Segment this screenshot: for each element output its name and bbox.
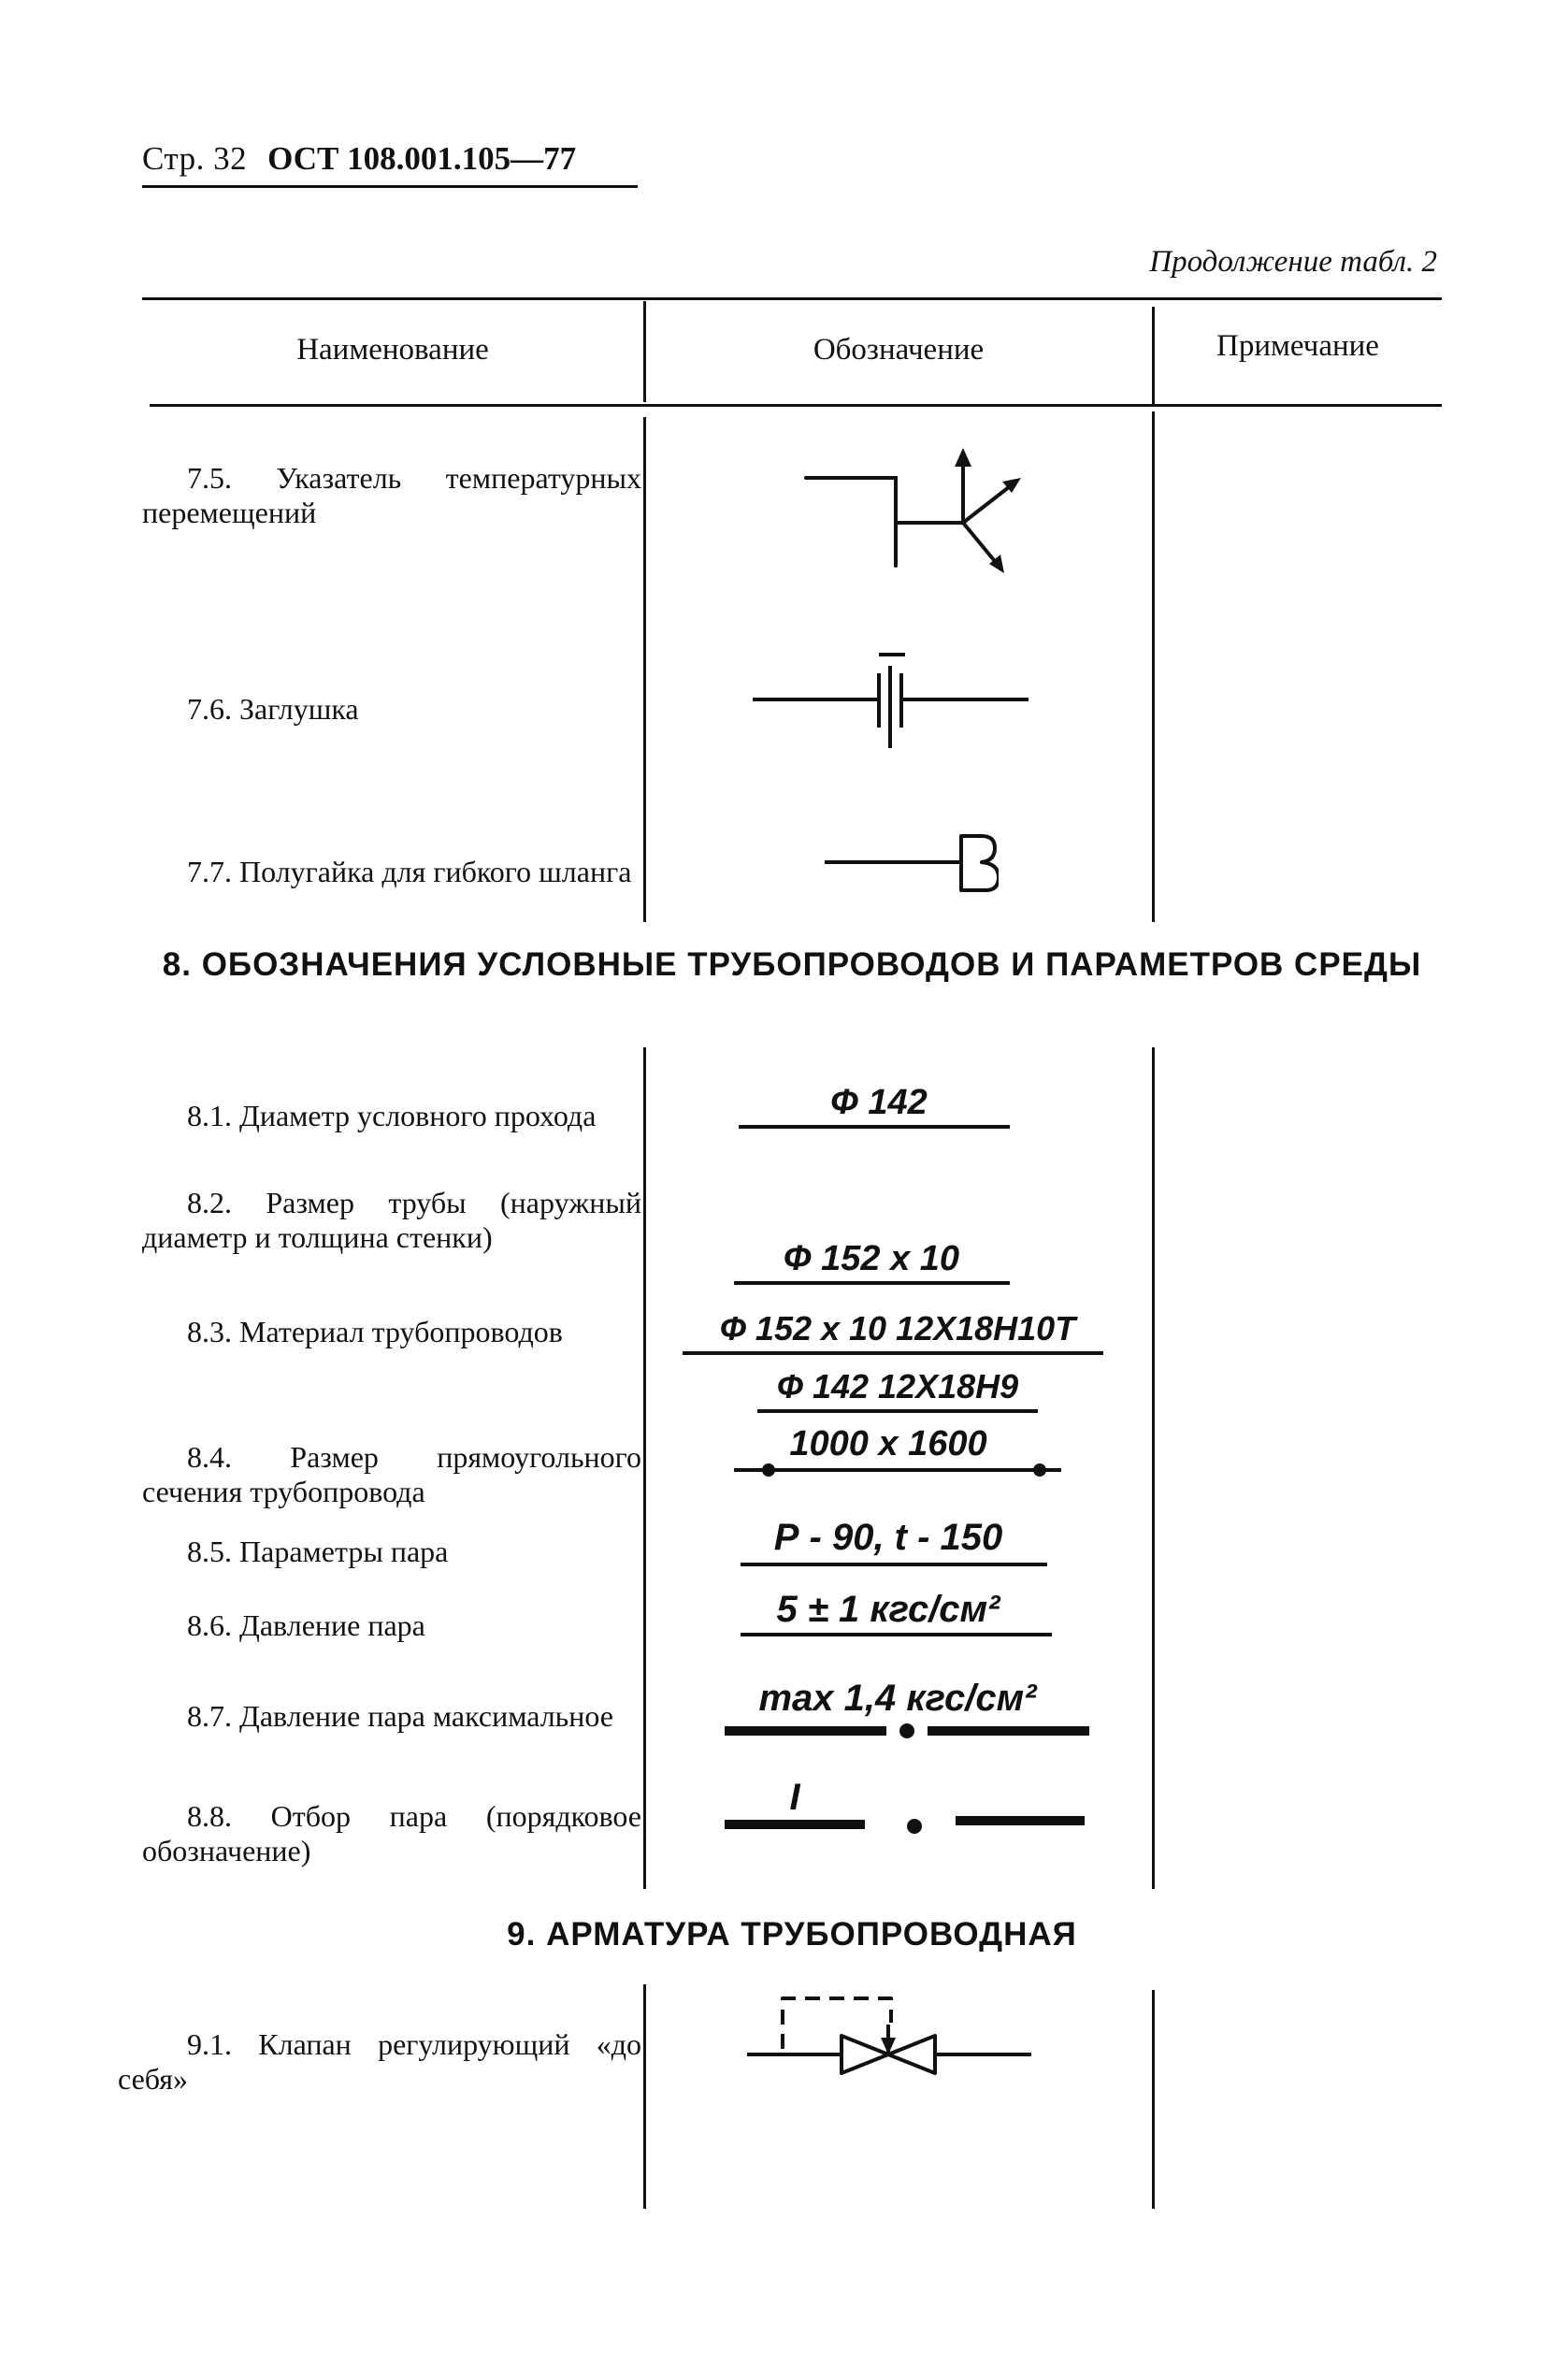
section-8-heading: 8. ОБОЗНАЧЕНИЯ УСЛОВНЫЕ ТРУБОПРОВОДОВ И ПАРАМЕТРОВ СРЕДЫ (162, 946, 1422, 983)
symbol-label-8-2: Ф 152 х 10 (783, 1239, 960, 1278)
row-9-1: 9.1. Клапан регулирующий «до себя» (118, 2027, 641, 2096)
temperature-displacement-indicator-icon (795, 444, 1038, 584)
column-header-note: Примечание (1216, 329, 1379, 363)
plug-icon (748, 645, 1038, 757)
row-7-6: 7.6. Заглушка (187, 692, 359, 726)
symbol-label-8-6: 5 ± 1 кгс/см² (776, 1589, 1000, 1630)
column-divider (1152, 1990, 1155, 2209)
row-8-1: 8.1. Диаметр условного прохода (187, 1099, 597, 1132)
column-header-name: Наименование (296, 333, 489, 367)
table-header-rule (150, 404, 1442, 407)
row-8-2: 8.2. Размер трубы (наружный диаметр и толщина стенки) (142, 1186, 641, 1254)
header-underline (142, 185, 638, 188)
half-nut-flexible-hose-icon (821, 823, 999, 898)
column-divider (1152, 411, 1155, 922)
pipe-material-designation (673, 1305, 1122, 1426)
steam-parameters-designation (729, 1510, 1066, 1576)
row-7-5: 7.5. Указатель температурных перемещений (142, 461, 641, 529)
column-header-designation: Обозначение (813, 333, 985, 367)
steam-pressure-designation (729, 1580, 1066, 1646)
column-divider (643, 417, 646, 922)
symbol-label-8-5: Р - 90, t - 150 (773, 1517, 1003, 1558)
table-top-rule (142, 297, 1442, 300)
control-valve-upstream-icon (743, 1987, 1043, 2090)
symbol-label-8-1: Ф 142 (830, 1083, 928, 1122)
rectangular-section-designation (720, 1421, 1075, 1487)
symbol-label-8-7: max 1,4 кгс/см² (758, 1678, 1037, 1719)
row-8-6: 8.6. Давление пара (187, 1608, 425, 1642)
row-8-5: 8.5. Параметры пара (187, 1535, 449, 1568)
row-7-7: 7.7. Полугайка для гибкого шланга (187, 855, 632, 888)
pipe-size-designation (720, 1234, 1029, 1290)
max-steam-pressure-designation (711, 1669, 1103, 1753)
row-8-7: 8.7. Давление пара максимальное (187, 1699, 613, 1733)
row-8-4: 8.4. Размер прямоугольного сечения трубопровода (142, 1440, 641, 1508)
section-9-heading: 9. АРМАТУРА ТРУБОПРОВОДНАЯ (507, 1916, 1077, 1953)
standard-number: ОСТ 108.001.105—77 (267, 140, 577, 177)
symbol-label-8-4: 1000 х 1600 (789, 1424, 987, 1463)
column-divider (643, 1984, 646, 2209)
continuation-label: Продолжение табл. 2 (1149, 245, 1437, 279)
column-divider (643, 1047, 646, 1889)
nominal-diameter-designation (729, 1080, 1029, 1136)
symbol-label-8-3b: Ф 142 12Х18Н9 (776, 1367, 1019, 1405)
row-8-8: 8.8. Отбор пара (порядковое обозначение) (142, 1799, 641, 1867)
symbol-label-8-3a: Ф 152 х 10 12Х18Н10Т (719, 1309, 1076, 1348)
page-number: Стр. 32 (142, 140, 248, 177)
steam-extraction-designation (711, 1772, 1103, 1856)
row-8-3: 8.3. Материал трубопроводов (187, 1315, 563, 1348)
column-divider (1152, 1047, 1155, 1889)
page-header (142, 140, 576, 178)
symbol-label-8-8: I (789, 1777, 800, 1818)
